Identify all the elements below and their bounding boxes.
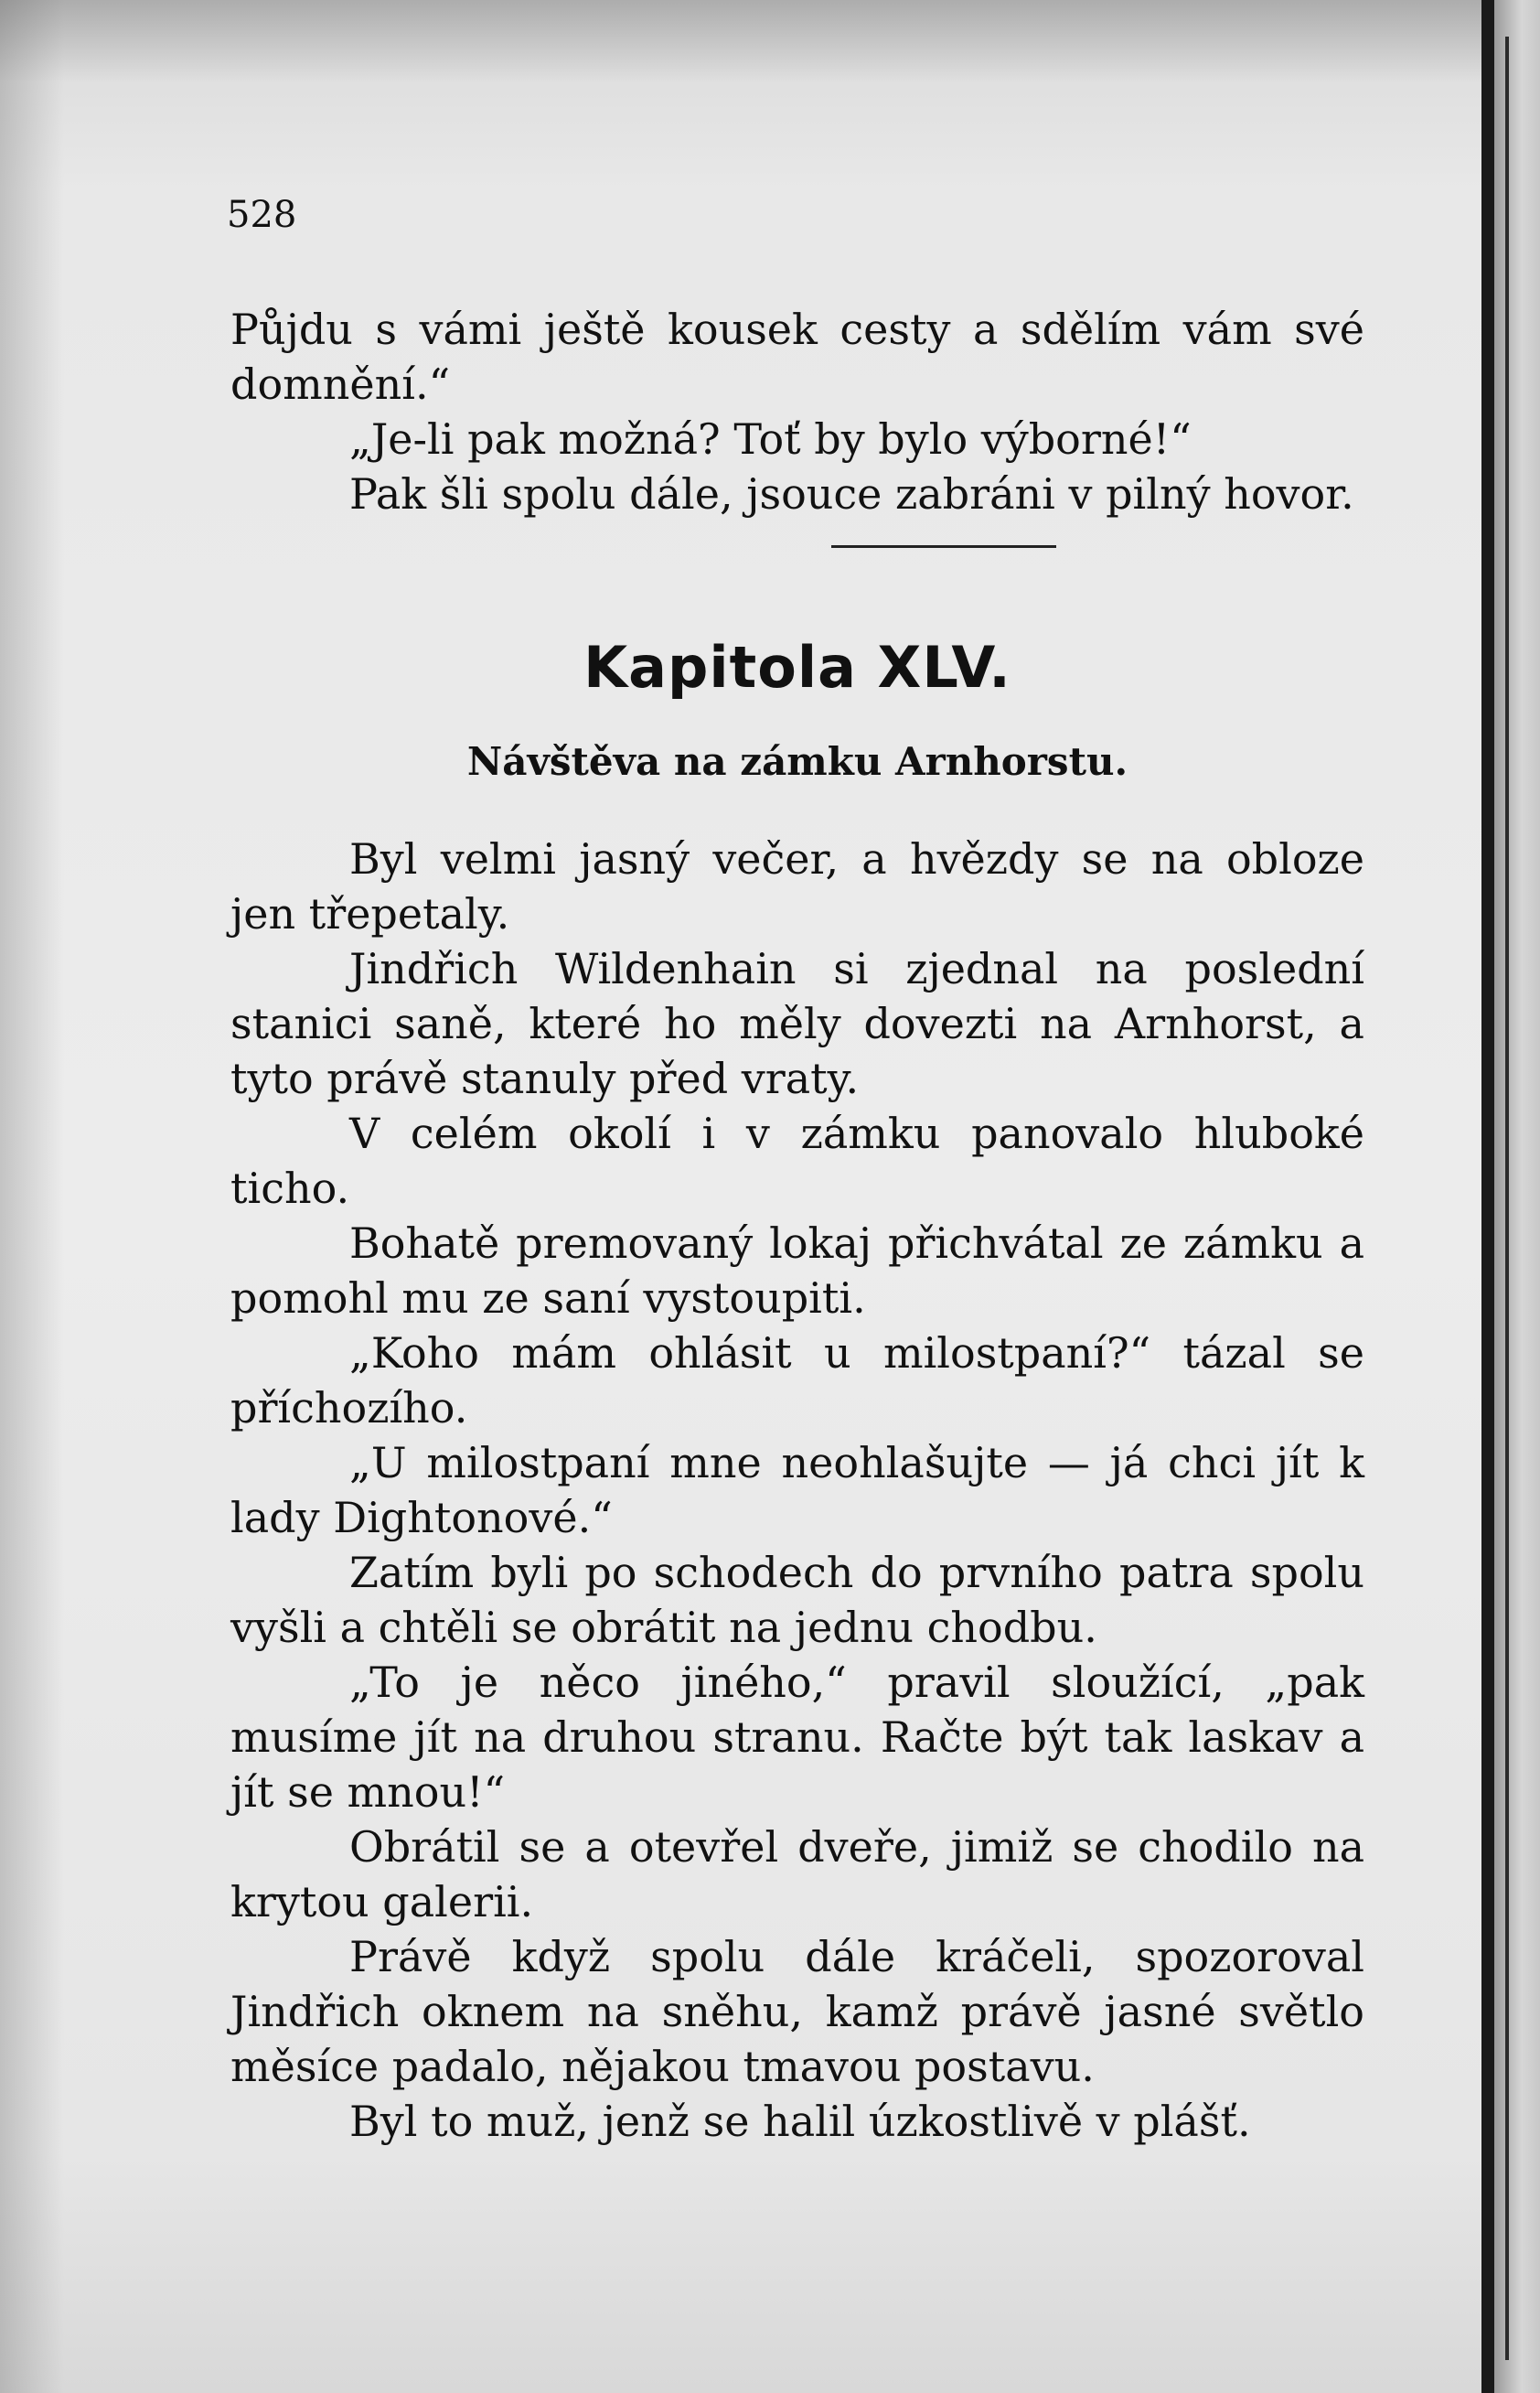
paragraph: „U milostpaní mne neohlašujte — já chci jít k lady Dightonové.“ [230,1438,1364,1542]
paragraph: Bohatě premovaný lokaj přichvátal ze zámku a pomohl mu ze saní vystoupiti. [230,1218,1364,1323]
paragraph: Půjdu s vámi ještě kousek cesty a sdělím vám své domnění.“ [230,305,1364,409]
paragraph: „Koho mám ohlásit u milostpaní?“ tázal se příchozího. [230,1328,1364,1433]
paragraph: Zatím byli po schodech do prvního patra spolu vyšli a chtěli se obrátit na jednu chodbu. [230,1548,1364,1652]
paragraph: Byl velmi jasný večer, a hvězdy se na obloze jen třepetaly. [230,834,1364,939]
paragraph: Pak šli spolu dále, jsouce zabráni v pilný hovor. [349,469,1354,519]
paragraph: „To je něco jiného,“ pravil sloužící, „pak musíme jít na druhou stranu. Račte být tak laskav a jít se mnou!“ [230,1658,1364,1817]
paragraph: „Je-li pak možná? Toť by bylo výborné!“ [349,414,1192,464]
chapter-subtitle: Návštěva na zámku Arnhorstu. [466,739,1128,784]
book-binding-shadow [1481,0,1494,2393]
paragraph: Právě když spolu dále kráčeli, spozoroval Jindřich oknem na sněhu, kamž právě jasné světlo měsíce padalo, nějakou tmavou postavu. [230,1932,1364,2091]
paragraph: Obrátil se a otevřel dveře, jimiž se chodilo na krytou galerii. [230,1822,1364,1926]
text-block [230,302,1364,2149]
chapter-title: Kapitola XLV. [583,634,1011,701]
paragraph: Jindřich Wildenhain si zjednal na poslední stanici saně, které ho měly dovezti na Arnhorst, a tyto právě stanuly před vraty. [230,944,1364,1103]
page-edge-line [1505,37,1509,2360]
section-divider [831,545,1056,548]
paragraph: V celém okolí i v zámku panovalo hluboké ticho. [230,1109,1364,1213]
paragraph: Byl to muž, jenž se halil úzkostlivě v plášť. [349,2097,1251,2146]
adjacent-page-edge [1494,0,1540,2393]
page-number: 528 [227,194,297,236]
